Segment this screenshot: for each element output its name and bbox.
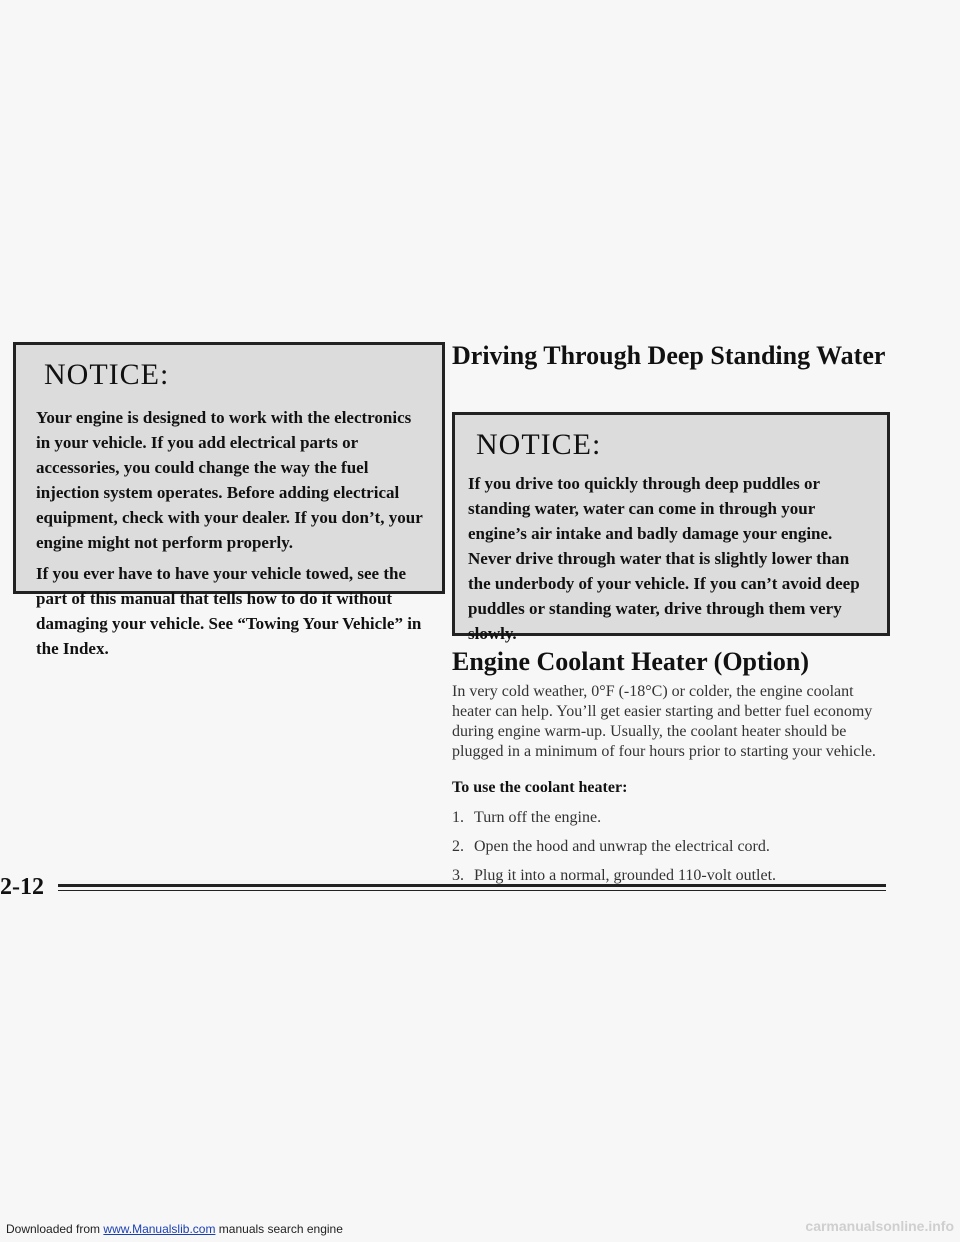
notice-box-electrical: [13, 342, 445, 658]
notice-box-deep-water: [452, 412, 890, 643]
coolant-heater-steps: [452, 808, 892, 895]
footer-rule: [58, 884, 886, 887]
manualslib-link[interactable]: www.Manualslib.com: [103, 1222, 216, 1236]
step-number: 1.: [452, 809, 464, 826]
watermark: carmanualsonline.info: [805, 1218, 954, 1234]
step-number: 3.: [452, 867, 464, 884]
notice-paragraph: If you drive too quickly through deep puddles or standing water, water can come in through your engine’s air intake and badly damage your engine. Never drive through water that is slightly lower than the underbody of your vehicle. If you can’t avoid deep puddles or standing water, drive through them very slowly.: [468, 474, 860, 643]
coolant-heater-subhead: To use the coolant heater:: [452, 779, 628, 796]
notice-paragraph: If you ever have to have your vehicle towed, see the part of this manual that tells how to do it without damaging your vehicle. See “Towing Your Vehicle” in the Index.: [36, 564, 422, 658]
credit-suffix: manuals search engine: [218, 1222, 343, 1236]
credit-prefix: Downloaded from: [6, 1222, 101, 1236]
step-number: 2.: [452, 838, 464, 855]
step-item: [452, 866, 892, 886]
step-text: Turn off the engine.: [474, 809, 602, 826]
section-title-deep-water: Driving Through Deep Standing Water: [452, 341, 886, 370]
footer-rule: [58, 890, 886, 891]
step-text: Plug it into a normal, grounded 110-volt outlet.: [474, 867, 777, 884]
notice-title: NOTICE:: [476, 428, 602, 461]
section-title-coolant-heater: Engine Coolant Heater (Option): [452, 647, 810, 676]
download-credit: [6, 1222, 343, 1236]
page-number: 2-12: [0, 874, 44, 900]
notice-title: NOTICE:: [44, 358, 170, 391]
step-item: [452, 837, 892, 857]
coolant-heater-paragraph: In very cold weather, 0°F (-18°C) or colder, the engine coolant heater can help. You’ll get easier starting and better fuel economy during engine warm-up. Usually, the coolant heater should be plugged in a minimum of four hours prior to starting your vehicle.: [452, 683, 876, 760]
notice-paragraph: Your engine is designed to work with the electronics in your vehicle. If you add electrical parts or accessories, you could change the way the fuel injection system operates. Before adding electrical equipment, check with your dealer. If you don’t, your engine might not perform properly.: [36, 408, 423, 552]
step-item: [452, 808, 892, 828]
manual-page: [0, 300, 960, 940]
step-text: Open the hood and unwrap the electrical cord.: [474, 838, 770, 855]
